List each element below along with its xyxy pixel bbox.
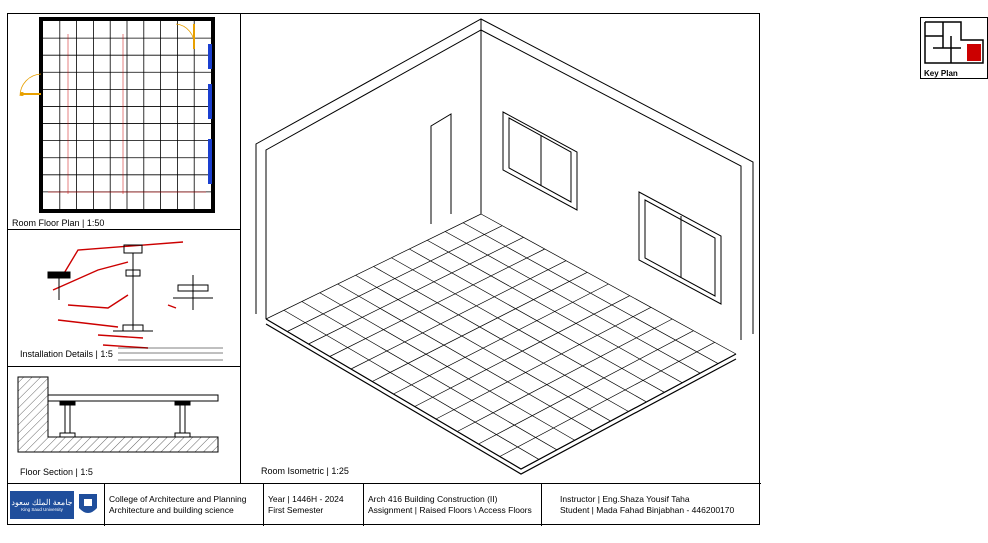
student: Student | Mada Fahad Binjabhan - 446200170 bbox=[560, 505, 735, 515]
floor-plan-panel bbox=[8, 14, 241, 230]
floor-section-label: Floor Section | 1:5 bbox=[20, 467, 93, 477]
installation-label: Installation Details | 1:5 bbox=[20, 349, 113, 359]
floor-plan-drawing bbox=[8, 14, 241, 230]
floor-plan-label: Room Floor Plan | 1:50 bbox=[12, 218, 105, 228]
logo-english: King Saud University bbox=[21, 506, 63, 512]
logo-arabic: جامعة الملك سعود bbox=[11, 497, 73, 507]
floor-tile-line bbox=[500, 342, 715, 456]
college-cell bbox=[105, 484, 264, 526]
semester: First Semester bbox=[268, 505, 324, 515]
installation-drawing bbox=[8, 230, 241, 367]
logo-emblem-icon bbox=[77, 492, 99, 518]
instructor: Instructor | Eng.Shaza Yousif Taha bbox=[560, 494, 690, 504]
isometric-panel bbox=[241, 14, 958, 484]
drawing-sheet bbox=[7, 13, 958, 525]
key-plan bbox=[920, 17, 988, 79]
isometric-label: Room Isometric | 1:25 bbox=[261, 466, 349, 476]
room-isometric-drawing bbox=[241, 14, 761, 484]
year: Year | 1446H - 2024 bbox=[268, 494, 344, 504]
floor-section-panel bbox=[8, 367, 241, 484]
course-cell bbox=[364, 484, 542, 526]
department-name: Architecture and building science bbox=[109, 505, 234, 515]
year-cell bbox=[264, 484, 364, 526]
assignment: Assignment | Raised Floors \ Access Floors bbox=[368, 505, 532, 515]
installation-panel bbox=[8, 230, 241, 367]
logo-cell bbox=[8, 484, 105, 526]
college-name: College of Architecture and Planning bbox=[109, 494, 247, 504]
key-plan-drawing bbox=[921, 18, 987, 68]
people-cell bbox=[542, 484, 759, 526]
key-plan-label: Key Plan bbox=[924, 69, 958, 78]
university-logo bbox=[10, 491, 104, 519]
course: Arch 416 Building Construction (II) bbox=[368, 494, 498, 504]
